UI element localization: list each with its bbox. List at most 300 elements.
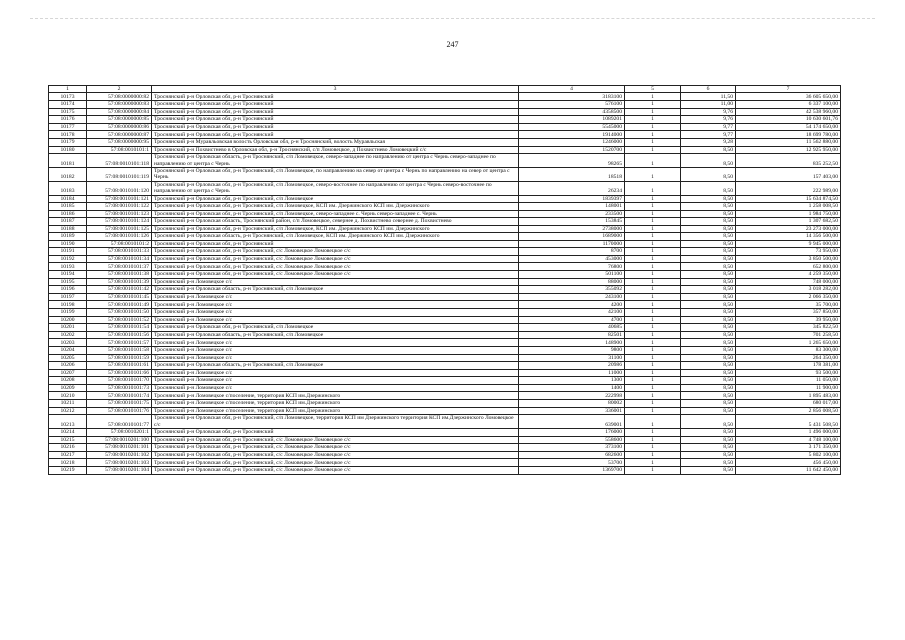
value-cell: 83 300,00: [736, 346, 841, 354]
rate-cell: 8,50: [681, 225, 736, 233]
area-cell: 88000: [519, 278, 625, 286]
address-cell: Троснянский р-н Орловская обл, р-н Троснянский: [152, 116, 519, 124]
address-cell: Троснянский р-н Орловская область, р-н Троснянский, с/п Ломовецкое: [152, 362, 519, 370]
cadastral-number-cell: 57:08:0010201:1: [87, 429, 152, 437]
cadastral-number-cell: 57:08:0010101:56: [87, 331, 152, 339]
address-cell: Троснянский р-н Ломовецкое с/поселение, территория КСП им.Дзержинского: [152, 407, 519, 415]
table-row: [49, 377, 841, 385]
rate-cell: 8,50: [681, 195, 736, 203]
cadastral-number-cell: 57:08:0000000:95: [87, 138, 152, 146]
header-cell: 4: [519, 86, 625, 93]
rate-cell: 11,50: [681, 93, 736, 101]
address-cell: Троснянский р-н Ломовецкое с/с: [152, 293, 519, 301]
value-cell: 15 634 874,50: [736, 195, 841, 203]
value-cell: 93 500,00: [736, 369, 841, 377]
row-number-cell: 10184: [49, 195, 87, 203]
quantity-cell: 1: [625, 210, 681, 217]
area-cell: 148001: [519, 203, 625, 211]
header-cell: 3: [152, 86, 519, 93]
row-number-cell: 10200: [49, 316, 87, 324]
cadastral-number-cell: 57:08:0010101:52: [87, 316, 152, 324]
table-row: [49, 181, 841, 195]
address-cell: Троснянский р-н Орловская обл, р-н Троснянский: [152, 240, 519, 248]
cadastral-number-cell: 57:08:0010101:50: [87, 308, 152, 316]
area-cell: 243100: [519, 293, 625, 301]
value-cell: 36 605 650,00: [736, 93, 841, 101]
rate-cell: 8,50: [681, 407, 736, 415]
value-cell: 264 350,00: [736, 354, 841, 362]
area-cell: 53700: [519, 459, 625, 467]
value-cell: 680 017,00: [736, 400, 841, 408]
rate-cell: 8,50: [681, 278, 736, 286]
table-row: [49, 459, 841, 467]
cadastral-number-cell: 57:08:0010201:103: [87, 459, 152, 467]
address-cell: Троснянский р-н Орловская обл, р-н Троснянский: [152, 93, 519, 101]
area-cell: 1246000: [519, 138, 625, 146]
cadastral-number-cell: 57:08:0000000:82: [87, 93, 152, 101]
address-cell: Троснянский р-н Ломовецкое с/с: [152, 384, 519, 392]
cadastral-number-cell: 57:08:0010101:119: [87, 167, 152, 181]
value-cell: 3 850 500,00: [736, 255, 841, 263]
cadastral-number-cell: 57:08:0000000:86: [87, 123, 152, 131]
table-row: [49, 93, 841, 101]
rate-cell: 8,50: [681, 146, 736, 154]
area-cell: 9800: [519, 346, 625, 354]
address-cell: Троснянский р-н Ломовецкое с/с: [152, 316, 519, 324]
cadastral-number-cell: 57:08:0010101:33: [87, 248, 152, 256]
value-cell: 73 950,00: [736, 248, 841, 256]
rate-cell: 8,50: [681, 392, 736, 400]
table-row: [49, 346, 841, 354]
rate-cell: 8,50: [681, 377, 736, 385]
row-number-cell: 10202: [49, 331, 87, 339]
table-row: [49, 339, 841, 347]
row-number-cell: 10211: [49, 400, 87, 408]
address-cell: Троснянский р-н Орловская обл, р-н Троснянский, с/с Ломовецкое Ломовецкое с/с: [152, 467, 519, 475]
row-number-cell: 10219: [49, 467, 87, 475]
rate-cell: 8,50: [681, 369, 736, 377]
row-number-cell: 10173: [49, 93, 87, 101]
row-number-cell: 10182: [49, 167, 87, 181]
rate-cell: 8,50: [681, 362, 736, 370]
rate-cell: 8,50: [681, 263, 736, 271]
address-cell: Троснянский р-н Орловская обл, р-н Троснянский, с/п Ломовецкое: [152, 324, 519, 332]
cadastral-number-cell: 57:08:0010101:45: [87, 293, 152, 301]
cadastral-number-cell: 57:08:0010101:59: [87, 354, 152, 362]
address-cell: Троснянский р-н Орловская область, Троснянский район, с/п Ломовецкое, севернее д. Похвистнево севернее д. Похвистнево: [152, 218, 519, 225]
quantity-cell: 1: [625, 167, 681, 181]
row-number-cell: 10209: [49, 384, 87, 392]
address-cell: Троснянский р-н Ломовецкое с/с: [152, 346, 519, 354]
row-number-cell: 10193: [49, 263, 87, 271]
address-cell: Троснянский р-н Похвистнево в Орловская обл, р-н Троснянский, с/п Ломовецкое, д Похвистнево Ломовецкий с/с: [152, 146, 519, 154]
rate-cell: 8,50: [681, 308, 736, 316]
table-row: [49, 444, 841, 452]
area-cell: 222998: [519, 392, 625, 400]
area-cell: 42100: [519, 308, 625, 316]
address-cell: Троснянский р-н Орловская область, р-н Троснянский, с/п Ломовецкое, северо-западнее по направлению от центра с Чернь северо-западнее по направлению от центра с Чернь: [152, 154, 519, 168]
cadastral-number-cell: 57:08:0010101:57: [87, 339, 152, 347]
row-number-cell: 10205: [49, 354, 87, 362]
quantity-cell: 1: [625, 233, 681, 240]
quantity-cell: 1: [625, 286, 681, 294]
quantity-cell: 1: [625, 331, 681, 339]
area-cell: 11000: [519, 369, 625, 377]
row-number-cell: 10192: [49, 255, 87, 263]
area-cell: 80002: [519, 400, 625, 408]
value-cell: 11 562 880,00: [736, 138, 841, 146]
row-number-cell: 10197: [49, 293, 87, 301]
area-cell: 5545000: [519, 123, 625, 131]
quantity-cell: 1: [625, 369, 681, 377]
quantity-cell: 1: [625, 263, 681, 271]
quantity-cell: 1: [625, 316, 681, 324]
cadastral-number-cell: 57:08:0010201:101: [87, 444, 152, 452]
quantity-cell: 1: [625, 138, 681, 146]
area-cell: 1839397: [519, 195, 625, 203]
cadastral-number-cell: 57:08:0010101:74: [87, 392, 152, 400]
table-row: [49, 301, 841, 309]
rate-cell: 8,50: [681, 429, 736, 437]
quantity-cell: 1: [625, 93, 681, 101]
rate-cell: 8,50: [681, 444, 736, 452]
row-number-cell: 10214: [49, 429, 87, 437]
area-cell: 501100: [519, 270, 625, 278]
row-number-cell: 10208: [49, 377, 87, 385]
cadastral-number-cell: 57:08:0010101:75: [87, 400, 152, 408]
value-cell: 4 748 100,00: [736, 436, 841, 444]
cadastral-number-cell: 57:08:0010101:66: [87, 369, 152, 377]
address-cell: Троснянский р-н Орловская обл, р-н Троснянский, с/с Ломовецкое Ломовецкое с/с: [152, 436, 519, 444]
row-number-cell: 10186: [49, 210, 87, 217]
address-cell: Троснянский р-н Орловская область, р-н Троснянский, с/п Ломовецкое: [152, 286, 519, 294]
row-number-cell: 10180: [49, 146, 87, 154]
quantity-cell: 1: [625, 362, 681, 370]
table-row: [49, 362, 841, 370]
address-cell: Троснянский р-н Орловская обл, р-н Троснянский: [152, 108, 519, 116]
cadastral-number-cell: 57:08:0010101:73: [87, 384, 152, 392]
row-number-cell: 10194: [49, 270, 87, 278]
rate-cell: 8,50: [681, 210, 736, 217]
table-row: [49, 210, 841, 217]
area-cell: 76800: [519, 263, 625, 271]
value-cell: 3 171 350,00: [736, 444, 841, 452]
address-cell: Троснянский р-н Ломовецкое с/с: [152, 377, 519, 385]
address-cell: Троснянский р-н Ломовецкое с/поселение, территория КСП им.Дзержинского: [152, 392, 519, 400]
row-number-cell: 10189: [49, 233, 87, 240]
area-cell: 1300: [519, 377, 625, 385]
area-cell: 18518: [519, 167, 625, 181]
cadastral-number-cell: 57:08:0010101:120: [87, 181, 152, 195]
address-cell: Троснянский р-н Ломовецкое с/с: [152, 354, 519, 362]
value-cell: 222 989,00: [736, 181, 841, 195]
table-row: [49, 131, 841, 139]
quantity-cell: 1: [625, 392, 681, 400]
table-row: [49, 167, 841, 181]
rate-cell: 8,50: [681, 400, 736, 408]
quantity-cell: 1: [625, 116, 681, 124]
quantity-cell: 1: [625, 407, 681, 415]
cadastral-number-cell: 57:08:0010101:124: [87, 218, 152, 225]
table-row: [49, 429, 841, 437]
value-cell: 1 984 750,00: [736, 210, 841, 217]
area-cell: 4358500: [519, 108, 625, 116]
table-row: [49, 436, 841, 444]
row-number-cell: 10206: [49, 362, 87, 370]
cadastral-number-cell: 57:08:0010101:54: [87, 324, 152, 332]
address-cell: Троснянский р-н Орловская обл, р-н Троснянский, с/с Ломовецкое Ломовецкое с/с: [152, 263, 519, 271]
area-cell: 153845: [519, 218, 625, 225]
quantity-cell: 1: [625, 108, 681, 116]
table-row: [49, 467, 841, 475]
area-cell: 1089201: [519, 116, 625, 124]
area-cell: 98265: [519, 154, 625, 168]
area-cell: 148900: [519, 339, 625, 347]
address-cell: Троснянский р-н Орловская обл, р-н Троснянский, с/с Ломовецкое Ломовецкое с/с: [152, 255, 519, 263]
value-cell: 1 258 008,50: [736, 203, 841, 211]
value-cell: 157 403,00: [736, 167, 841, 181]
value-cell: 18 699 780,00: [736, 131, 841, 139]
row-number-cell: 10179: [49, 138, 87, 146]
rate-cell: 9,77: [681, 131, 736, 139]
area-cell: 373100: [519, 444, 625, 452]
value-cell: 6 337 100,00: [736, 101, 841, 109]
rate-cell: 9,28: [681, 138, 736, 146]
table-row: [49, 233, 841, 240]
rate-cell: 8,50: [681, 293, 736, 301]
row-number-cell: 10187: [49, 218, 87, 225]
quantity-cell: 1: [625, 278, 681, 286]
quantity-cell: 1: [625, 301, 681, 309]
quantity-cell: 1: [625, 444, 681, 452]
value-cell: 23 273 000,00: [736, 225, 841, 233]
cadastral-number-cell: 57:08:0010101:121: [87, 195, 152, 203]
value-cell: 1 265 650,00: [736, 339, 841, 347]
area-cell: 233500: [519, 210, 625, 217]
cadastral-number-cell: 57:08:0010101:49: [87, 301, 152, 309]
table-row: [49, 240, 841, 248]
table-row: [49, 248, 841, 256]
quantity-cell: 1: [625, 308, 681, 316]
row-number-cell: 10204: [49, 346, 87, 354]
value-cell: 2 066 350,00: [736, 293, 841, 301]
cadastral-number-cell: 57:08:0010101:42: [87, 286, 152, 294]
cadastral-number-cell: 57:08:0010101:37: [87, 263, 152, 271]
row-number-cell: 10183: [49, 181, 87, 195]
row-number-cell: 10207: [49, 369, 87, 377]
quantity-cell: 1: [625, 377, 681, 385]
cadastral-number-cell: 57:08:0010201:100: [87, 436, 152, 444]
row-number-cell: 10210: [49, 392, 87, 400]
address-cell: Троснянский р-н Орловская обл, р-н Троснянский, с/п Ломовецкое, территория КСП им Дзержинского территория КСП им.Дзержинского Ломовецкое с/с: [152, 415, 519, 429]
table-row: [49, 415, 841, 429]
value-cell: 5 802 100,00: [736, 451, 841, 459]
value-cell: 456 450,00: [736, 459, 841, 467]
address-cell: Троснянский р-н Орловская область, р-н Троснянский, с/п Ломовецкое: [152, 331, 519, 339]
quantity-cell: 1: [625, 324, 681, 332]
cadastral-number-cell: 57:08:0010101:126: [87, 233, 152, 240]
row-number-cell: 10218: [49, 459, 87, 467]
row-number-cell: 10185: [49, 203, 87, 211]
row-number-cell: 10212: [49, 407, 87, 415]
row-number-cell: 10203: [49, 339, 87, 347]
rate-cell: 8,50: [681, 301, 736, 309]
table-row: [49, 101, 841, 109]
quantity-cell: 1: [625, 195, 681, 203]
address-cell: Троснянский р-н Орловская обл, р-н Троснянский, с/п Ломовецкое, КСП им. Дзержинского КСП им. Дзержинского: [152, 225, 519, 233]
address-cell: Троснянский р-н Орловская обл, р-н Троснянский, с/п Ломовецкое, КСП им. Дзержинского КСП им. Дзержинского: [152, 203, 519, 211]
quantity-cell: 1: [625, 203, 681, 211]
cadastral-number-cell: 57:08:0010101:38: [87, 270, 152, 278]
rate-cell: 8,50: [681, 459, 736, 467]
rate-cell: 8,50: [681, 436, 736, 444]
area-cell: 1369700: [519, 467, 625, 475]
rate-cell: 8,50: [681, 467, 736, 475]
table-row: [49, 400, 841, 408]
address-cell: Троснянский р-н Ломовецкое с/с: [152, 278, 519, 286]
cadastral-number-cell: 57:08:0010101:2: [87, 240, 152, 248]
area-cell: 1914000: [519, 131, 625, 139]
address-cell: Троснянский р-н Орловская обл, р-н Троснянский: [152, 123, 519, 131]
quantity-cell: 1: [625, 248, 681, 256]
rate-cell: 8,50: [681, 324, 736, 332]
row-number-cell: 10195: [49, 278, 87, 286]
table-row: [49, 451, 841, 459]
address-cell: Троснянский р-н Орловская обл, р-н Троснянский, с/с Ломовецкое Ломовецкое с/с: [152, 459, 519, 467]
quantity-cell: 1: [625, 346, 681, 354]
quantity-cell: 1: [625, 146, 681, 154]
quantity-cell: 1: [625, 181, 681, 195]
row-number-cell: 10199: [49, 308, 87, 316]
value-cell: 1 895 483,00: [736, 392, 841, 400]
table-row: [49, 154, 841, 168]
value-cell: 14 356 500,00: [736, 233, 841, 240]
table-row: [49, 195, 841, 203]
address-cell: Троснянский р-н Орловская обл, р-н Троснянский: [152, 131, 519, 139]
page-number: 247: [446, 40, 459, 49]
quantity-cell: 1: [625, 436, 681, 444]
table-row: [49, 218, 841, 225]
value-cell: 42 538 960,00: [736, 108, 841, 116]
cadastral-number-cell: 57:08:0010101:125: [87, 225, 152, 233]
row-number-cell: 10213: [49, 415, 87, 429]
value-cell: 652 800,00: [736, 263, 841, 271]
address-cell: Троснянский р-н Орловская обл, р-н Троснянский: [152, 429, 519, 437]
area-cell: 31100: [519, 354, 625, 362]
address-cell: Троснянский р-н Орловская обл, р-н Троснянский, с/с Ломовецкое Ломовецкое с/с: [152, 444, 519, 452]
rate-cell: 8,50: [681, 286, 736, 294]
table-row: [49, 123, 841, 131]
rate-cell: 8,50: [681, 154, 736, 168]
row-number-cell: 10177: [49, 123, 87, 131]
cadastral-number-cell: 57:08:0010201:104: [87, 467, 152, 475]
area-cell: 4200: [519, 301, 625, 309]
rate-cell: 8,50: [681, 415, 736, 429]
table-row: [49, 384, 841, 392]
address-cell: Троснянский р-н Ломовецкое с/поселение, территория КСП им.Дзержинского: [152, 400, 519, 408]
cadastral-number-cell: 57:08:0000000:84: [87, 108, 152, 116]
area-cell: 682600: [519, 451, 625, 459]
value-cell: 12 925 950,00: [736, 146, 841, 154]
table-row: [49, 354, 841, 362]
address-cell: Троснянский р-н Муравльовская волость Орловская обл, р-н Троснянский, волость Муравльская: [152, 138, 519, 146]
value-cell: 54 174 650,00: [736, 123, 841, 131]
area-cell: 8700: [519, 248, 625, 256]
row-number-cell: 10217: [49, 451, 87, 459]
area-cell: 1170000: [519, 240, 625, 248]
rate-cell: 8,50: [681, 451, 736, 459]
table-row: [49, 138, 841, 146]
value-cell: 345 822,50: [736, 324, 841, 332]
quantity-cell: 1: [625, 154, 681, 168]
address-cell: Троснянский р-н Орловская обл, р-н Троснянский, с/п Ломовецкое, северо-восточнее по направлению от центра с Чернь северо-восточнее по направлению от центра с Чернь: [152, 181, 519, 195]
rate-cell: 9,76: [681, 116, 736, 124]
rate-cell: 8,50: [681, 218, 736, 225]
quantity-cell: 1: [625, 123, 681, 131]
value-cell: 178 381,00: [736, 362, 841, 370]
rate-cell: 8,50: [681, 354, 736, 362]
area-cell: 82501: [519, 331, 625, 339]
table-row: [49, 225, 841, 233]
area-cell: 4700: [519, 316, 625, 324]
row-number-cell: 10181: [49, 154, 87, 168]
header-cell: 5: [625, 86, 681, 93]
table-row: [49, 369, 841, 377]
address-cell: Троснянский р-н Орловская обл, р-н Троснянский, с/с Ломовецкое Ломовецкое с/с: [152, 451, 519, 459]
area-cell: 1689000: [519, 233, 625, 240]
cadastral-number-cell: 57:08:0010101:70: [87, 377, 152, 385]
area-cell: 355092: [519, 286, 625, 294]
table-row: [49, 278, 841, 286]
row-number-cell: 10175: [49, 108, 87, 116]
header-cell: 6: [681, 86, 736, 93]
table-row: [49, 116, 841, 124]
address-cell: Троснянский р-н Ломовецкое с/с: [152, 369, 519, 377]
cadastral-number-cell: 57:08:0010101:118: [87, 154, 152, 168]
row-number-cell: 10190: [49, 240, 87, 248]
area-cell: 3183100: [519, 93, 625, 101]
area-cell: 453000: [519, 255, 625, 263]
address-cell: Троснянский р-н Ломовецкое с/с: [152, 339, 519, 347]
rate-cell: 8,50: [681, 248, 736, 256]
quantity-cell: 1: [625, 101, 681, 109]
area-cell: 40685: [519, 324, 625, 332]
rate-cell: 8,50: [681, 167, 736, 181]
area-cell: 639001: [519, 415, 625, 429]
quantity-cell: 1: [625, 384, 681, 392]
row-number-cell: 10174: [49, 101, 87, 109]
value-cell: 11 900,00: [736, 384, 841, 392]
row-number-cell: 10198: [49, 301, 87, 309]
quantity-cell: 1: [625, 354, 681, 362]
table-row: [49, 108, 841, 116]
rate-cell: 8,50: [681, 233, 736, 240]
header-cell: 1: [49, 86, 87, 93]
value-cell: 11 050,00: [736, 377, 841, 385]
rate-cell: 8,50: [681, 240, 736, 248]
value-cell: 357 850,00: [736, 308, 841, 316]
row-number-cell: 10215: [49, 436, 87, 444]
cadastral-number-cell: 57:08:0000000:87: [87, 131, 152, 139]
table-row: [49, 293, 841, 301]
rate-cell: 8,50: [681, 331, 736, 339]
value-cell: 11 642 450,00: [736, 467, 841, 475]
rate-cell: 8,50: [681, 270, 736, 278]
row-number-cell: 10216: [49, 444, 87, 452]
cadastral-number-cell: 57:08:0010101:61: [87, 362, 152, 370]
table-row: [49, 316, 841, 324]
header-cell: 2: [87, 86, 152, 93]
